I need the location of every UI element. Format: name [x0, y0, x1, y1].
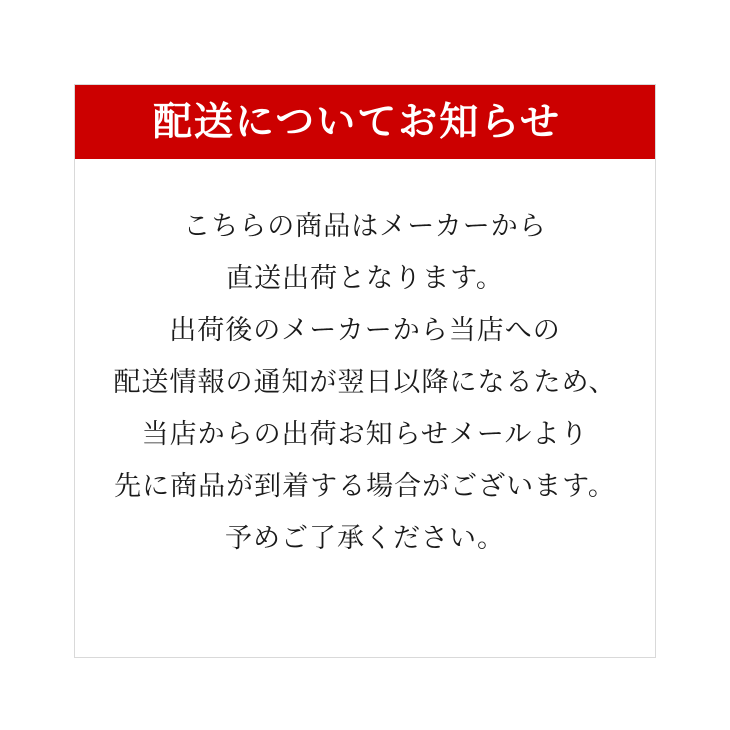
notice-line-4: 配送情報の通知が翌日以降になるため、: [113, 367, 617, 397]
notice-line-7: 予めご了承ください。: [225, 523, 505, 553]
notice-line-1: こちらの商品はメーカーから: [183, 211, 547, 241]
notice-body: [75, 159, 655, 657]
notice-title: 配送についてお知らせ: [153, 100, 562, 144]
notice-header-bar: [75, 85, 655, 159]
notice-line-6: 先に商品が到着する場合がございます。: [114, 471, 616, 501]
notice-line-3: 出荷後のメーカーから当店への: [169, 315, 561, 345]
shipping-notice-card: [74, 84, 656, 658]
notice-line-5: 当店からの出荷お知らせメールより: [141, 419, 589, 449]
notice-line-2: 直送出荷となります。: [226, 263, 504, 293]
